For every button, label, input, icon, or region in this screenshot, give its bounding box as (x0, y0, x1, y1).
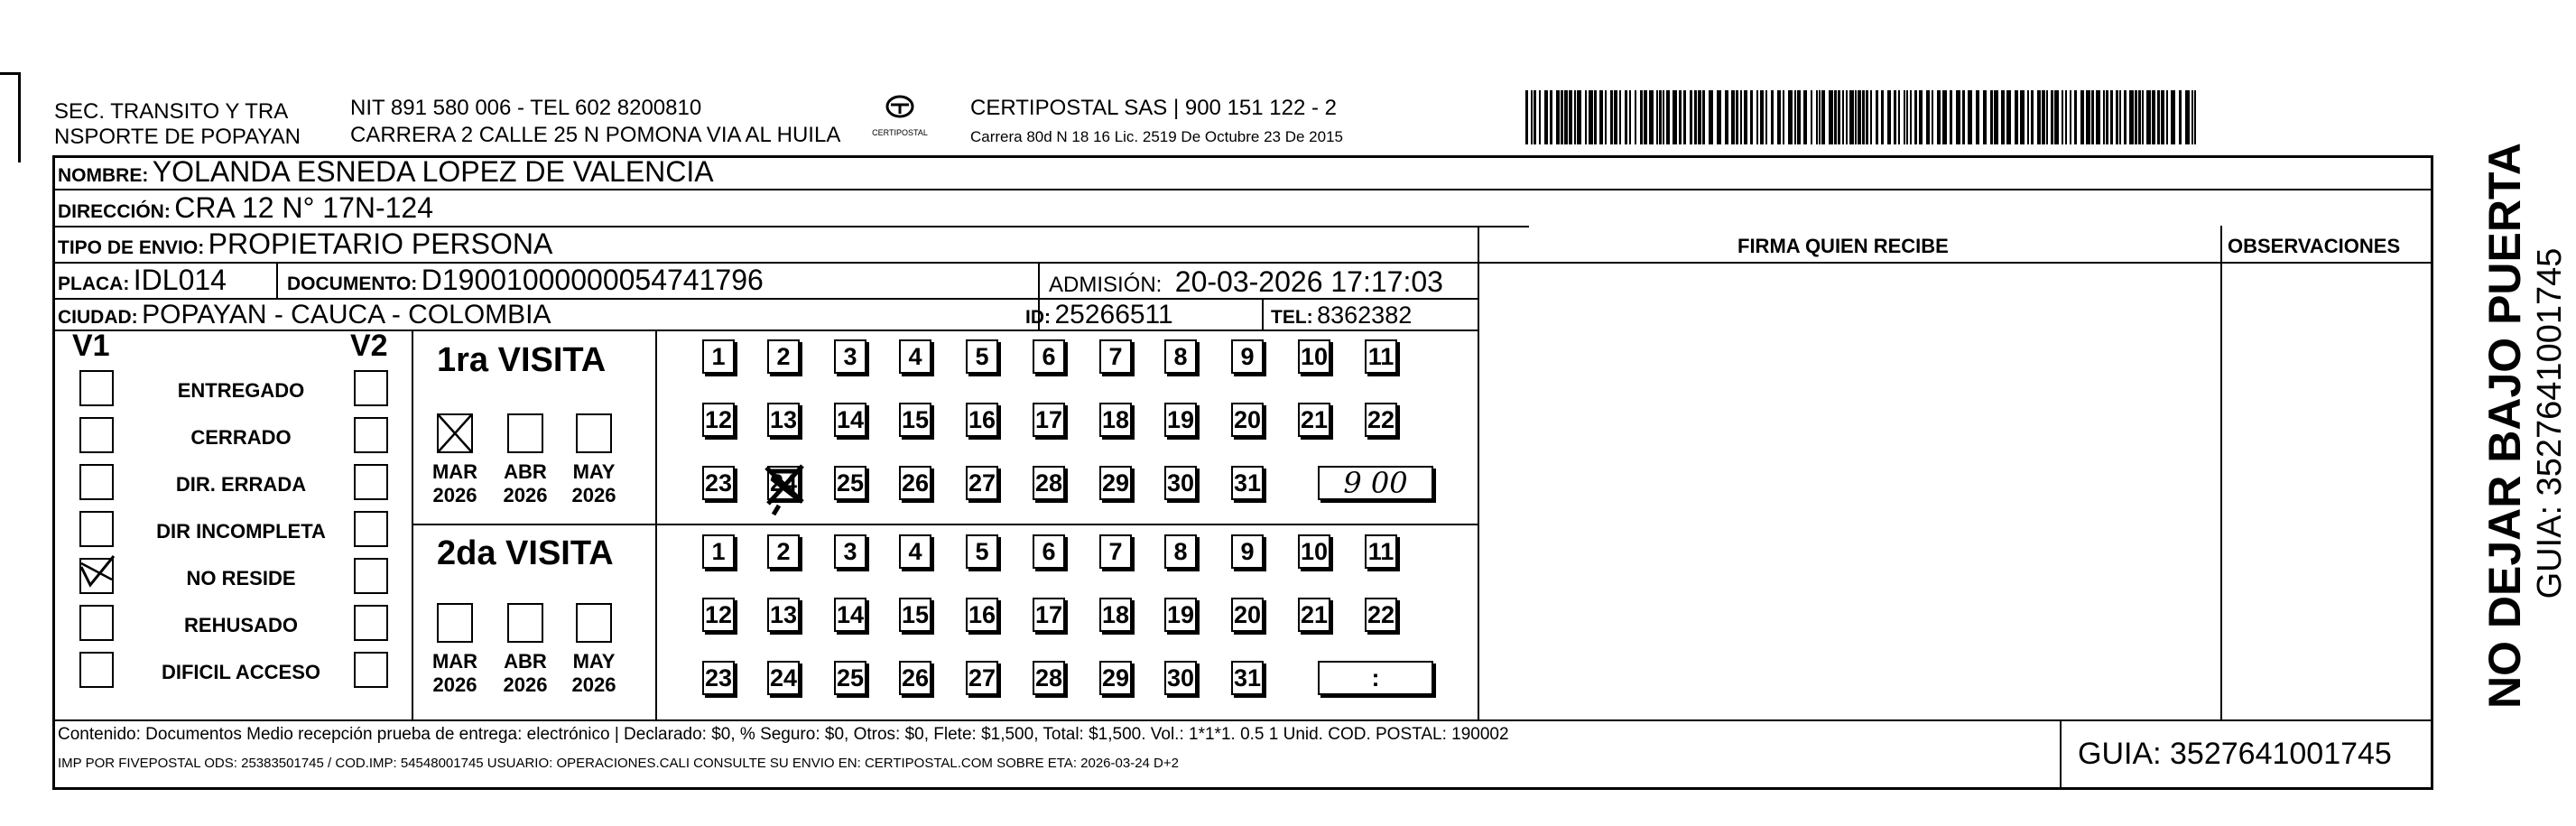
v1-checkbox[interactable] (79, 605, 114, 641)
v1-checkbox[interactable] (79, 558, 114, 594)
second-visit-day-12[interactable]: 12 (702, 598, 735, 632)
status-reason-label: REHUSADO (184, 614, 298, 636)
nit-line-1: NIT 891 580 006 - TEL 602 8200810 (350, 96, 702, 120)
second-visit-month-label: ABR (504, 650, 547, 673)
first-visit-day-15[interactable]: 15 (899, 403, 931, 437)
first-visit-day-16[interactable]: 16 (966, 403, 998, 437)
documento-field (287, 265, 764, 294)
second-visit-day-26[interactable]: 26 (899, 661, 931, 695)
first-visit-month-checkbox[interactable] (437, 413, 473, 453)
first-visit-time-box[interactable]: 9 00 (1318, 466, 1433, 500)
second-visit-day-18[interactable]: 18 (1099, 598, 1132, 632)
second-visit-month-checkbox[interactable] (437, 603, 473, 643)
first-visit-day-5[interactable]: 5 (966, 339, 998, 374)
status-reason-label: DIFICIL ACCESO (161, 661, 320, 683)
second-visit-day-7[interactable]: 7 (1099, 534, 1132, 569)
left-edge-mark (18, 72, 21, 162)
v1-checkbox[interactable] (79, 464, 114, 500)
second-visit-day-13[interactable]: 13 (767, 598, 800, 632)
second-visit-day-17[interactable]: 17 (1033, 598, 1065, 632)
col-divider (1262, 298, 1264, 329)
second-visit-day-6[interactable]: 6 (1033, 534, 1065, 569)
visit-divider (412, 524, 1478, 525)
side-warning: NO DEJAR BAJO PUERTA (2479, 143, 2530, 709)
placa-value: IDL014 (133, 264, 227, 296)
first-visit-day-30[interactable]: 30 (1164, 466, 1197, 500)
v1-checkbox[interactable] (79, 370, 114, 406)
status-reason-label: DIR INCOMPLETA (156, 520, 326, 543)
v2-checkbox[interactable] (354, 370, 388, 406)
second-visit-month-label: MAR (431, 650, 478, 673)
footer-guia: GUIA: 3527641001745 (2078, 737, 2392, 771)
direccion-row (58, 193, 433, 222)
status-reason-label: NO RESIDE (186, 567, 296, 589)
company-line-2: Carrera 80d N 18 16 Lic. 2519 De Octubre 23 De 2015 (970, 128, 1343, 145)
first-visit-day-31[interactable]: 31 (1231, 466, 1264, 500)
first-visit-day-24[interactable]: 24 (767, 466, 800, 500)
admision-value: 20-03-2026 17:17:03 (1174, 265, 1443, 298)
first-visit-day-25[interactable]: 25 (834, 466, 866, 500)
id-value: 25266511 (1054, 300, 1173, 329)
left-edge-mark (0, 72, 20, 75)
first-visit-day-22[interactable]: 22 (1365, 403, 1397, 437)
tipo-row (58, 229, 552, 258)
first-visit-day-12[interactable]: 12 (702, 403, 735, 437)
svg-text:CERTIPOSTAL: CERTIPOSTAL (872, 128, 928, 137)
second-visit-day-23[interactable]: 23 (702, 661, 735, 695)
first-visit-month-label: MAY (572, 460, 616, 483)
first-visit-title: 1ra VISITA (437, 341, 607, 379)
ciudad-value: POPAYAN - CAUCA - COLOMBIA (142, 300, 551, 329)
nombre-row (58, 157, 714, 186)
first-visit-year-label: 2026 (503, 484, 548, 506)
firma-signature-area[interactable] (1480, 264, 2219, 715)
tipo-value: PROPIETARIO PERSONA (208, 227, 553, 260)
second-visit-day-31[interactable]: 31 (1231, 661, 1264, 695)
second-visit-day-30[interactable]: 30 (1164, 661, 1197, 695)
col-divider (1478, 226, 1479, 719)
first-visit-day-2[interactable]: 2 (767, 339, 800, 374)
first-visit-month-checkbox[interactable] (576, 413, 612, 453)
tel-value: 8362382 (1317, 302, 1413, 329)
second-visit-year-label: 2026 (432, 673, 477, 696)
admision-field (1049, 267, 1443, 296)
nombre-value: YOLANDA ESNEDA LOPEZ DE VALENCIA (152, 155, 714, 188)
second-visit-month-label: MAY (572, 650, 616, 673)
second-visit-title: 2da VISITA (437, 534, 614, 572)
first-visit-day-6[interactable]: 6 (1033, 339, 1065, 374)
second-visit-day-15[interactable]: 15 (899, 598, 931, 632)
placa-label: PLACA: (58, 274, 130, 294)
second-visit-day-21[interactable]: 21 (1298, 598, 1330, 632)
first-visit-day-1[interactable]: 1 (702, 339, 735, 374)
row-divider (52, 329, 1478, 331)
first-visit-day-20[interactable]: 20 (1231, 403, 1264, 437)
first-visit-day-8[interactable]: 8 (1164, 339, 1197, 374)
second-visit-time-box[interactable]: : (1318, 661, 1433, 695)
first-visit-day-11[interactable]: 11 (1365, 339, 1397, 374)
first-visit-day-21[interactable]: 21 (1298, 403, 1330, 437)
first-visit-month-label: MAR (431, 460, 478, 483)
barcode (1525, 90, 2202, 144)
nit-line-2: CARRERA 2 CALLE 25 N POMONA VIA AL HUILA (350, 123, 841, 147)
first-visit-day-19[interactable]: 19 (1164, 403, 1197, 437)
second-visit-day-9[interactable]: 9 (1231, 534, 1264, 569)
documento-label: DOCUMENTO: (287, 274, 418, 294)
first-visit-day-3[interactable]: 3 (834, 339, 866, 374)
documento-value: D19001000000054741796 (421, 264, 764, 296)
second-visit-day-5[interactable]: 5 (966, 534, 998, 569)
first-visit-day-13[interactable]: 13 (767, 403, 800, 437)
first-visit-day-27[interactable]: 27 (966, 466, 998, 500)
first-visit-day-26[interactable]: 26 (899, 466, 931, 500)
v2-checkbox[interactable] (354, 464, 388, 500)
first-visit-day-9[interactable]: 9 (1231, 339, 1264, 374)
second-visit-day-4[interactable]: 4 (899, 534, 931, 569)
id-label: ID: (1025, 307, 1051, 328)
admision-label: ADMISIÓN: (1049, 273, 1163, 297)
v2-checkbox[interactable] (354, 417, 388, 453)
status-reason-label: DIR. ERRADA (175, 473, 307, 496)
second-visit-day-8[interactable]: 8 (1164, 534, 1197, 569)
first-visit-month-checkbox[interactable] (507, 413, 543, 453)
first-visit-day-17[interactable]: 17 (1033, 403, 1065, 437)
second-visit-month-checkbox[interactable] (576, 603, 612, 643)
ciudad-field (58, 302, 551, 329)
v2-checkbox[interactable] (354, 511, 388, 547)
first-visit-day-7[interactable]: 7 (1099, 339, 1132, 374)
second-visit-day-24[interactable]: 24 (767, 661, 800, 695)
sender-line-2: NSPORTE DE POPAYAN (54, 125, 301, 149)
sender-line-1: SEC. TRANSITO Y TRA (54, 99, 289, 124)
first-visit-day-18[interactable]: 18 (1099, 403, 1132, 437)
observaciones-header: OBSERVACIONES (2228, 235, 2401, 257)
footer-content: Contenido: Documentos Medio recepción prueba de entrega: electrónico | Declarado: $0, % Seguro: $0, Otros: $0, Flete: $1,500, Total: $1,500. Vol.: 1*1*1. 0.5 1 Unid. COD. POSTAL: 190002 (58, 725, 1509, 744)
col-divider (276, 262, 278, 298)
company-line-1: CERTIPOSTAL SAS | 900 151 122 - 2 (970, 96, 1337, 120)
second-visit-month-checkbox[interactable] (507, 603, 543, 643)
second-visit-day-29[interactable]: 29 (1099, 661, 1132, 695)
footer-imp: IMP POR FIVEPOSTAL ODS: 25383501745 / COD.IMP: 54548001745 USUARIO: OPERACIONES.CALI CONSULTE SU ENVIO EN: CERTIPOSTAL.COM SOBRE ETA: 2026-03-24 D+2 (58, 756, 1179, 771)
firma-header: FIRMA QUIEN RECIBE (1737, 235, 1949, 257)
id-field (1025, 302, 1173, 329)
second-visit-day-2[interactable]: 2 (767, 534, 800, 569)
second-visit-day-11[interactable]: 11 (1365, 534, 1397, 569)
observaciones-area[interactable] (2223, 264, 2431, 715)
second-visit-day-19[interactable]: 19 (1164, 598, 1197, 632)
certipostal-logo (859, 90, 941, 146)
second-visit-day-14[interactable]: 14 (834, 598, 866, 632)
second-visit-day-28[interactable]: 28 (1033, 661, 1065, 695)
second-visit-day-16[interactable]: 16 (966, 598, 998, 632)
first-visit-month-label: ABR (504, 460, 547, 483)
v2-header: V2 (350, 329, 388, 363)
first-visit-day-28[interactable]: 28 (1033, 466, 1065, 500)
second-visit-day-10[interactable]: 10 (1298, 534, 1330, 569)
v1-checkbox[interactable] (79, 511, 114, 547)
nombre-label: NOMBRE: (58, 165, 149, 186)
tel-field (1271, 303, 1412, 328)
placa-field (58, 265, 227, 294)
second-visit-year-label: 2026 (503, 673, 548, 696)
first-visit-year-label: 2026 (571, 484, 616, 506)
second-visit-day-1[interactable]: 1 (702, 534, 735, 569)
v2-checkbox[interactable] (354, 605, 388, 641)
tel-label: TEL: (1271, 307, 1313, 328)
status-reason-label: ENTREGADO (177, 379, 305, 402)
handwritten-mark (761, 459, 810, 516)
second-visit-day-3[interactable]: 3 (834, 534, 866, 569)
side-guia: GUIA: 3527641001745 (2531, 247, 2569, 599)
v1-checkbox[interactable] (79, 417, 114, 453)
second-visit-day-22[interactable]: 22 (1365, 598, 1397, 632)
second-visit-day-27[interactable]: 27 (966, 661, 998, 695)
first-visit-day-29[interactable]: 29 (1099, 466, 1132, 500)
first-visit-day-23[interactable]: 23 (702, 466, 735, 500)
second-visit-day-25[interactable]: 25 (834, 661, 866, 695)
tipo-label: TIPO DE ENVIO: (58, 237, 205, 258)
second-visit-year-label: 2026 (571, 673, 616, 696)
direccion-value: CRA 12 N° 17N-124 (174, 191, 434, 224)
first-visit-day-4[interactable]: 4 (899, 339, 931, 374)
ciudad-label: CIUDAD: (58, 307, 138, 328)
v1-checkbox[interactable] (79, 652, 114, 688)
status-reason-label: CERRADO (190, 426, 292, 449)
footer-divider (52, 719, 2433, 721)
col-divider (2220, 226, 2222, 719)
col-divider (2060, 719, 2062, 790)
first-visit-day-14[interactable]: 14 (834, 403, 866, 437)
v2-checkbox[interactable] (354, 652, 388, 688)
v2-checkbox[interactable] (354, 558, 388, 594)
direccion-label: DIRECCIÓN: (58, 201, 171, 222)
side-text (2437, 108, 2569, 776)
row-divider (52, 189, 2433, 190)
first-visit-day-10[interactable]: 10 (1298, 339, 1330, 374)
v1-header: V1 (72, 329, 110, 363)
second-visit-day-20[interactable]: 20 (1231, 598, 1264, 632)
first-visit-year-label: 2026 (432, 484, 477, 506)
